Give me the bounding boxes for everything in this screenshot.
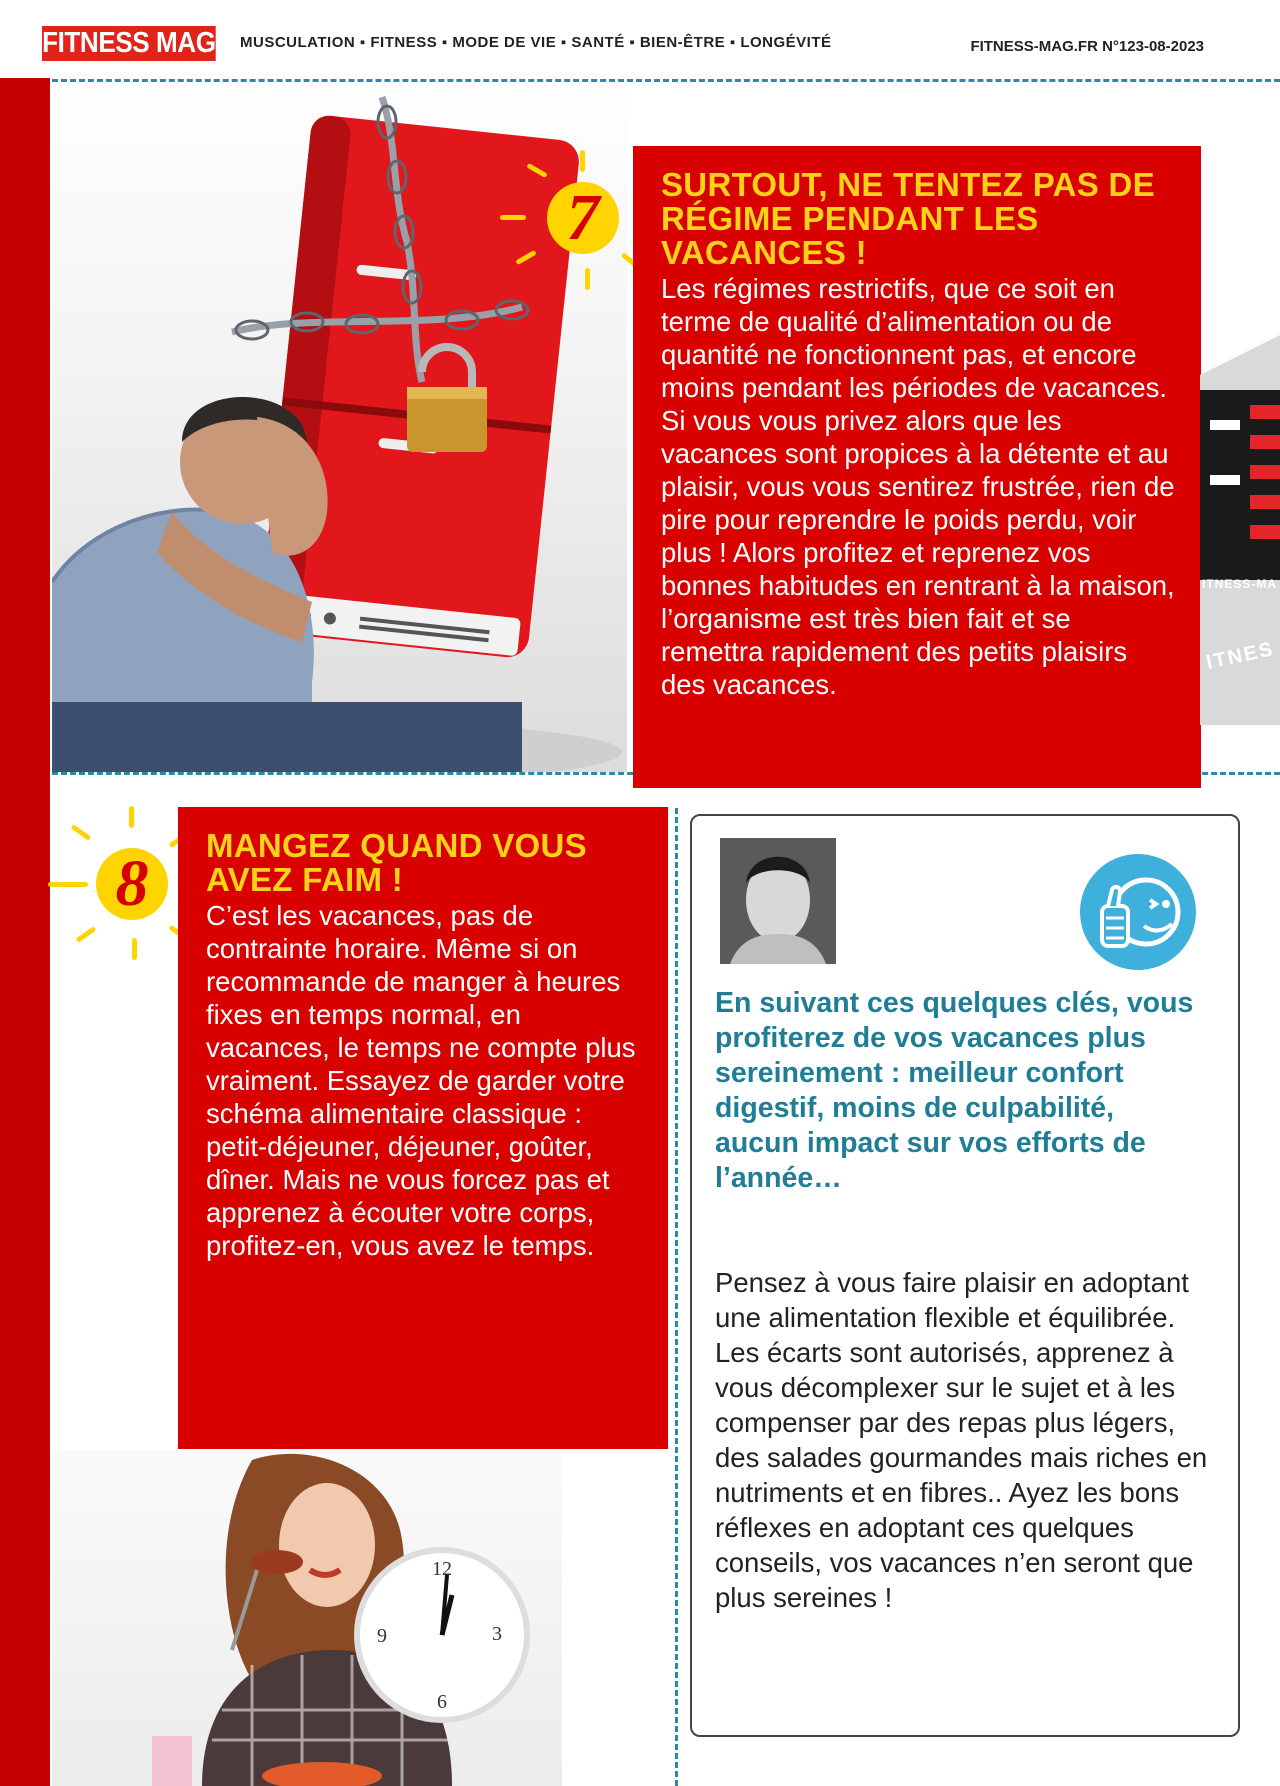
side-logo-decoration <box>1200 335 1280 725</box>
section-nav: MUSCULATION ▪ FITNESS ▪ MODE DE VIE ▪ SANTÉ ▪ BIEN-ÊTRE ▪ LONGÉVITÉ <box>240 34 832 51</box>
fridge-illustration <box>52 82 627 772</box>
tip-7-text: Les régimes restrictifs, que ce soit en terme de qualité d’alimentation ou de quantité ne fonctionnent pas, et encore moins pendant les périodes de vacances. Si vous vous privez alors que les vacances sont propices à la détente et au plaisir, vous vous sentirez frustrée, rien de pire pour reprendre le poids perdu, voir plus ! Alors profitez et reprenez vos bonnes habitudes en rentrant à la maison, l’organisme est très bien fait et se remettra rapidement des petits plaisirs des vacances. <box>661 273 1175 700</box>
sun-ray <box>585 268 590 290</box>
portrait-image <box>720 838 836 964</box>
portrait-graphic <box>720 838 836 964</box>
tip-8-box <box>178 807 668 1449</box>
tip-8-text: C’est les vacances, pas de contrainte horaire. Même si on recommande de manger à heures fixes en temps normal, en vacances, le temps ne compte plus vraiment. Essayez de garder votre schéma alimentaire classique : petit-déjeuner, déjeuner, goûter, dîner. Mais ne vous forcez pas et apprenez à écouter votre corps, profitez-en, vous avez le temps. <box>206 900 636 1261</box>
svg-text:6: 6 <box>437 1691 447 1713</box>
woman-clock-image <box>52 1450 562 1786</box>
sun-ray <box>71 824 92 841</box>
fridge-chain-image <box>52 82 627 772</box>
left-accent-bar <box>0 78 50 1786</box>
svg-text:9: 9 <box>377 1625 387 1647</box>
thumbs-up-smile-icon <box>1080 854 1196 970</box>
tip-number-badge: 8 <box>96 848 168 920</box>
summary-lead: En suivant ces quelques clés, vous profiterez de vos vacances plus sereinement : meilleur confort digestif, moins de culpabilité, aucun impact sur vos efforts de l’année… <box>715 987 1194 1194</box>
sun-ray <box>129 806 134 828</box>
summary-body: Pensez à vous faire plaisir en adoptant une alimentation flexible et équilibrée. Les écarts sont autorisés, apprenez à vous décomplexer sur le sujet et à les compenser par des repas plus légers, des salades gourmandes mais riches en nutriments et en fibres.. Ayez les bons réflexes en adoptant ces quelques conseils, vos vacances n’en seront que plus sereines ! <box>715 1267 1208 1613</box>
magazine-logo: FITNESS MAG <box>42 27 216 59</box>
svg-text:3: 3 <box>492 1623 502 1645</box>
tip-7-title: SURTOUT, NE TENTEZ PAS DE RÉGIME PENDANT LES VACANCES ! <box>661 166 1155 271</box>
sun-ray <box>132 938 137 960</box>
woman-clock-illustration <box>52 1450 562 1786</box>
issue-number: FITNESS-MAG.FR N°123-08-2023 <box>970 38 1204 55</box>
tip-8-title: MANGEZ QUAND VOUS AVEZ FAIM ! <box>206 827 587 898</box>
tip-number-badge: 7 <box>547 182 619 254</box>
tip-7-box <box>633 146 1201 788</box>
side-label-1: ITNESS-MA <box>1202 577 1277 591</box>
thumbs-up-smile-graphic <box>1080 854 1196 970</box>
sun-ray <box>500 215 526 220</box>
sun-ray <box>48 882 88 887</box>
svg-text:12: 12 <box>432 1558 452 1580</box>
column-divider <box>675 808 678 1786</box>
sun-ray <box>76 926 97 943</box>
sun-ray <box>580 150 585 172</box>
side-label-2: ITNES <box>1204 638 1277 674</box>
